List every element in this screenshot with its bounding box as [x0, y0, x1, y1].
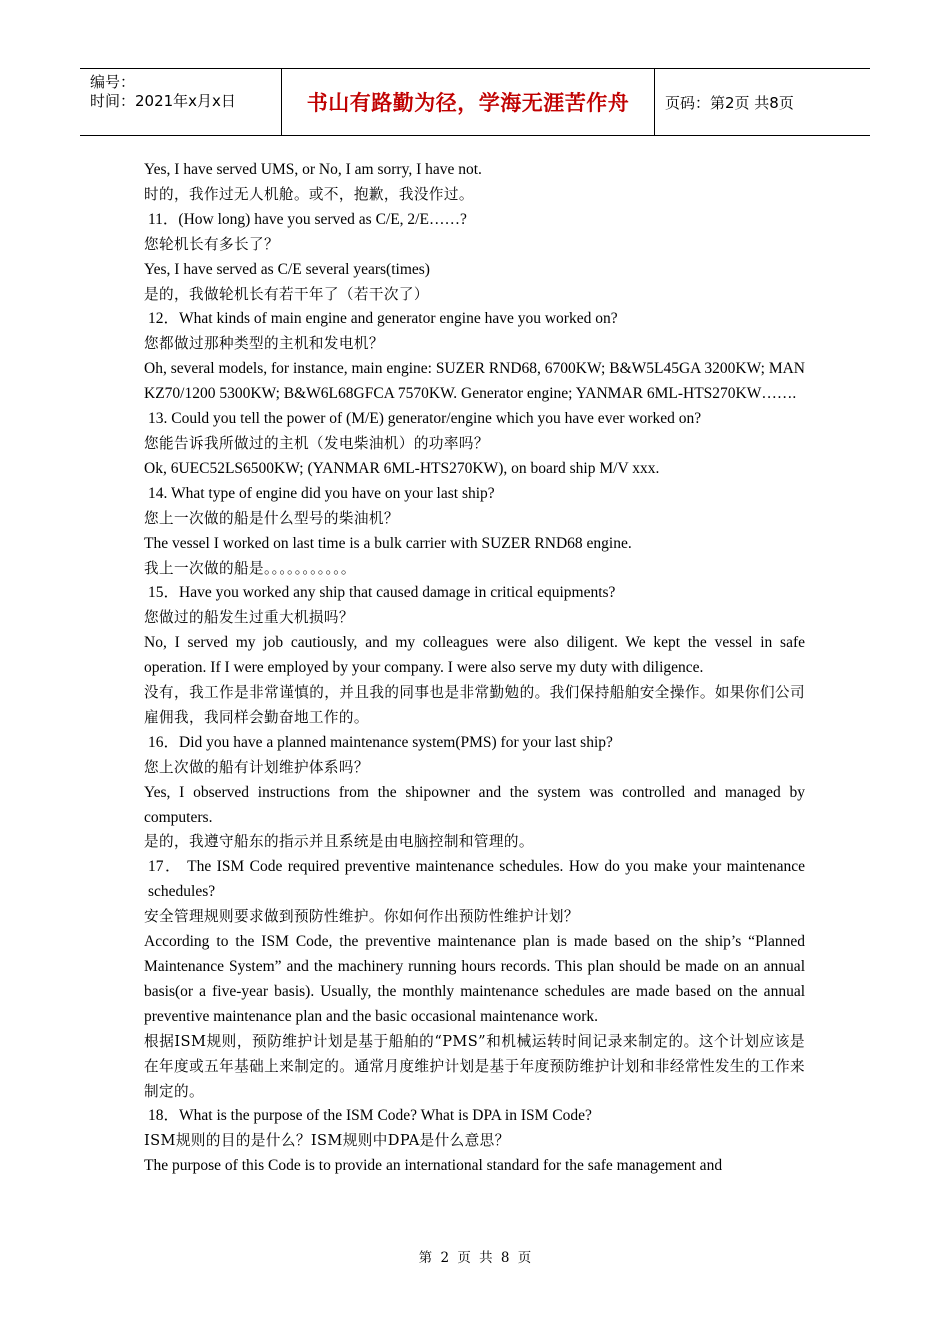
english-line: No, I served my job cautiously, and my colleagues were also diligent. We kept the vessel in safe operation. If I were employed by your company. I were also serve my duty with diligence. [144, 634, 805, 677]
english-line: 17． The ISM Code required preventive maintenance schedules. How do you make your maintenance schedules? [148, 858, 805, 901]
chinese-line: 是的，我做轮机长有若干年了（若干次了） [144, 285, 429, 303]
english-line: 13. Could you tell the power of (M/E) generator/engine which you have ever worked on? [148, 410, 702, 428]
english-line: 16．Did you have a planned maintenance system(PMS) for your last ship? [148, 733, 613, 751]
page-header [80, 68, 870, 136]
page-footer: 第 2 页 共 8 页 [418, 1250, 532, 1266]
english-line: The purpose of this Code is to provide an international standard for the safe management and [144, 1157, 723, 1175]
header-page-cell [655, 69, 870, 135]
english-line: Yes, I have served UMS, or No, I am sorry, I have not. [144, 161, 482, 178]
chinese-line: 您能告诉我所做过的主机（发电柴油机）的功率吗？ [144, 434, 489, 452]
serial-number-label: 编号： [90, 73, 136, 91]
header-meta [80, 69, 282, 135]
chinese-line: 根据ISM规则，预防维护计划是基于船舶的“PMS”和机械运转时间记录来制定的。这个计划应该是在年度或五年基础上来制定的。通常月度维护计划是基于年度预防维护计划和非经常性发生的工作来制定的。 [144, 1032, 805, 1100]
chinese-line: 时的，我作过无人机舱。或不，抱歉，我没作过。 [144, 185, 474, 203]
english-line: 18．What is the purpose of the ISM Code? What is DPA in ISM Code? [148, 1107, 592, 1125]
english-line: 12．What kinds of main engine and generator engine have you worked on? [148, 310, 618, 328]
english-line: 14. What type of engine did you have on your last ship? [148, 484, 495, 502]
english-line: 15．Have you worked any ship that caused damage in critical equipments? [148, 584, 616, 602]
chinese-line: ISM规则的目的是什么？ISM规则中DPA是什么意思？ [144, 1132, 510, 1150]
chinese-line: 没有，我工作是非常谨慎的，并且我的同事也是非常勤勉的。我们保持船舶安全操作。如果你们公司雇佣我，我同样会勤奋地工作的。 [144, 684, 805, 726]
chinese-line: 是的，我遵守船东的指示并且系统是由电脑控制和管理的。 [144, 833, 534, 851]
page-number-label: 页码：第2页 共8页 [665, 93, 794, 112]
english-line: According to the ISM Code, the preventive maintenance plan is made based on the ship’s “Planned Maintenance System” and the machinery running hours records. This plan should be made on an annual basis(or a five-year basis). Usually, the monthly maintenance schedules are made based on the annual preventive maintenance plan and the basic occasional maintenance work. [144, 933, 805, 1025]
header-motto-cell [282, 69, 655, 135]
motto-text: 书山有路勤为径，学海无涯苦作舟 [306, 91, 630, 115]
english-line: The vessel I worked on last time is a bulk carrier with SUZER RND68 engine. [144, 534, 632, 552]
chinese-line: 我上一次做的船是。。。。。。。。。。。 [144, 559, 356, 577]
chinese-line: 您上一次做的船是什么型号的柴油机？ [144, 509, 399, 527]
document-body [144, 158, 805, 1179]
time-label: 时间：2021年x月x日 [90, 92, 236, 110]
chinese-line: 您轮机长有多长了？ [144, 235, 279, 253]
chinese-line: 安全管理规则要求做到预防性维护。你如何作出预防性维护计划？ [144, 908, 579, 926]
english-line: Yes, I observed instructions from the shipowner and the system was controlled and managed by computers. [144, 783, 805, 826]
chinese-line: 您都做过那种类型的主机和发电机？ [144, 335, 384, 353]
english-line: Ok, 6UEC52LS6500KW; (YANMAR 6ML-HTS270KW), on board ship M/V xxx. [144, 459, 660, 477]
chinese-line: 您上次做的船有计划维护体系吗？ [144, 758, 369, 776]
english-line: Oh, several models, for instance, main engine: SUZER RND68, 6700KW; B&W5L45GA 3200KW; MAN KZ70/1200 5300KW; B&W6L68GFCA 7570KW. Generator engine; YANMAR 6ML-HTS270KW……. [144, 360, 805, 403]
english-line: 11．(How long) have you served as C/E, 2/E……? [148, 210, 467, 228]
chinese-line: 您做过的船发生过重大机损吗？ [144, 609, 354, 627]
english-line: Yes, I have served as C/E several years(times) [144, 260, 430, 278]
